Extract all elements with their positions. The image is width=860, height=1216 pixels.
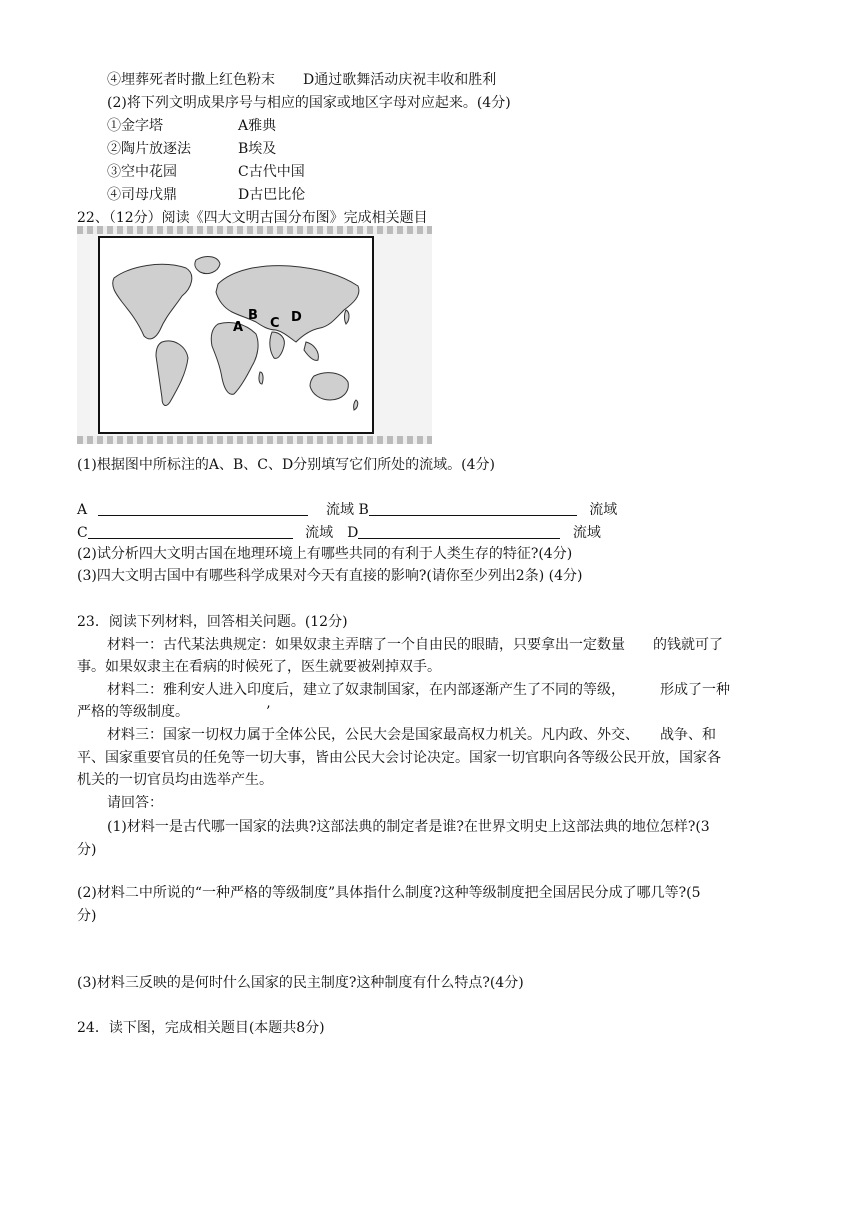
- pair-left: ②陶片放逐法: [107, 141, 191, 157]
- australia-shape: [310, 373, 348, 400]
- map-scan-top-edge: [77, 226, 432, 234]
- q22-title: 22、（12分）阅读《四大文明古国分布图》完成相关题目: [77, 210, 428, 226]
- blank-a[interactable]: [98, 501, 308, 516]
- map-label-c: C: [270, 316, 280, 331]
- new-zealand-shape: [354, 400, 358, 410]
- fill-c-label: C: [77, 525, 88, 541]
- madagascar-shape: [259, 372, 263, 384]
- fill-b-end: 流域: [589, 502, 618, 518]
- q23-material2-line2: 严格的等级制度。 ’: [77, 704, 271, 720]
- southeast-asia-shape: [304, 342, 318, 360]
- pair-right: C古代中国: [238, 164, 305, 180]
- greenland-shape: [195, 257, 220, 274]
- q24-title: 24．读下图，完成相关题目(本题共8分): [77, 1020, 325, 1036]
- q23-sub3: (3)材料三反映的是何时什么国家的民主制度?这种制度有什么特点?(4分): [77, 975, 524, 991]
- map-label-a: A: [233, 320, 244, 335]
- blank-c[interactable]: [88, 524, 293, 539]
- fill-d-end: 流域: [572, 525, 601, 541]
- q23-material1-line2: 事。如果奴隶主在看病的时候死了，医生就要被剁掉双手。: [77, 659, 441, 675]
- pair-right: A雅典: [238, 118, 277, 134]
- q23-ask: 请回答：: [107, 795, 163, 811]
- pair-left: ①金字塔: [107, 118, 163, 134]
- q23-material2-line1: 材料二：雅利安人进入印度后，建立了奴隶制国家，在内部逐渐产生了不同的等级， 形成了一种: [107, 682, 730, 698]
- south-america-shape: [156, 341, 188, 406]
- pair-right: B埃及: [238, 141, 277, 157]
- north-america-shape: [113, 264, 192, 339]
- fill-line-ab: [77, 500, 617, 520]
- q23-material3-line2: 平、国家重要官员的任免等一切大事，皆由公民大会讨论决定。国家一切官职向各等级公民开放，国家各: [77, 750, 721, 766]
- map-scan-bottom-edge: [77, 436, 432, 444]
- q22-sub2: (2)试分析四大文明古国在地理环境上有哪些共同的有利于人类生存的特征?(4分): [77, 546, 573, 562]
- q23-sub1-line1: (1)材料一是古代哪一国家的法典?这部法典的制定者是谁?在世界文明史上这部法典的地位怎样?(3: [107, 819, 710, 835]
- map-label-d: D: [291, 310, 302, 325]
- q21-option-line: ④埋葬死者时撒上红色粉末 D通过歌舞活动庆祝丰收和胜利: [107, 72, 497, 88]
- q23-material1-line1: 材料一：古代某法典规定：如果奴隶主弄瞎了一个自由民的眼睛，只要拿出一定数量 的钱就可了: [107, 637, 723, 653]
- world-map-drawing: [100, 238, 376, 436]
- blank-b[interactable]: [369, 501, 577, 516]
- q23-sub2-line1: (2)材料二中所说的“一种严格的等级制度”具体指什么制度?这种等级制度把全国居民分成了哪几等?(5: [77, 885, 701, 901]
- q23-sub1-line2: 分): [77, 842, 97, 858]
- world-map: [98, 236, 374, 434]
- q21-sub2: (2)将下列文明成果序号与相应的国家或地区字母对应起来。(4分): [107, 95, 511, 111]
- map-label-b: B: [248, 308, 258, 323]
- q23-title: 23．阅读下列材料，回答相关问题。(12分): [77, 614, 348, 630]
- q23-material3-line1: 材料三：国家一切权力属于全体公民，公民大会是国家最高权力机关。凡内政、外交、 战争、和: [107, 727, 716, 743]
- q23-sub2-line2: 分): [77, 908, 97, 924]
- q23-material3-line3: 机关的一切官员均由选举产生。: [77, 772, 273, 788]
- pair-left: ③空中花园: [107, 164, 177, 180]
- india-shape: [270, 332, 285, 358]
- pair-right: D古巴比伦: [238, 187, 306, 203]
- blank-d[interactable]: [358, 524, 560, 539]
- q22-sub1: (1)根据图中所标注的A、B、C、D分别填写它们所处的流域。(4分): [77, 457, 495, 473]
- fill-b-label: 流域 B: [326, 502, 369, 518]
- fill-d-label: 流域 D: [305, 525, 359, 541]
- fill-a-label: A: [77, 502, 88, 518]
- pair-left: ④司母戊鼎: [107, 187, 177, 203]
- q22-sub3: (3)四大文明古国中有哪些科学成果对今天有直接的影响?(请你至少列出2条) (4分): [77, 568, 583, 584]
- fill-line-cd: [77, 523, 601, 543]
- japan-shape: [345, 310, 350, 324]
